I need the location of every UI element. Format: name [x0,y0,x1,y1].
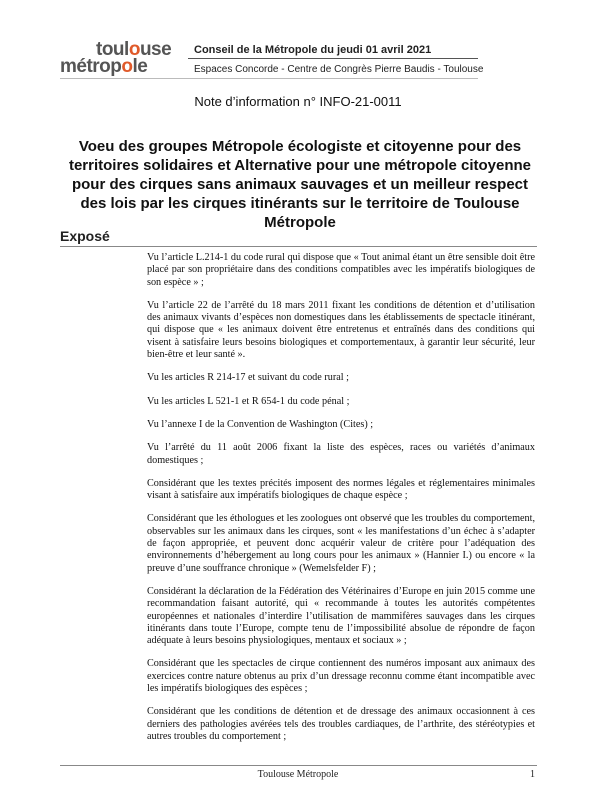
body-paragraph: Vu les articles L 521-1 et R 654-1 du code pénal ; [147,395,350,407]
body-paragraph: Vu l’arrêté du 11 août 2006 fixant la liste des espèces, races ou variétés d’animaux domestiques ; [147,442,535,466]
toulouse-metropole-logo [60,40,180,80]
section-heading: Exposé [60,228,110,244]
logo-line-2 [60,57,147,76]
footer-divider [60,765,537,766]
body-paragraph: Considérant la déclaration de la Fédération des Vétérinaires d’Europe en juin 2015 comme une recommandation faisant autorité, qui « recommande à toutes les autorités compétentes européennes et nationales d’interdire l’utilisation de mammifères sauvages dans les cirques itinérants dans toute l’Europe, compte tenu de l’impossibilité absolue de répondre de façon adéquate à leurs besoins physiologiques, mentaux et sociaux » ; [147,585,535,647]
body-paragraph: Vu l’article L.214-1 du code rural qui dispose que « Tout animal étant un être sensible doit être placé par son propriétaire dans des conditions compatibles avec les impératifs biologiques de son espèce » ; [147,252,535,288]
header-divider [188,58,478,59]
body-paragraph: Considérant que les spectacles de cirque contiennent des numéros imposant aux animaux des exercices contre nature obtenus au prix d’un dressage reconnu comme étant incompatible avec les impératifs biologiques des espèces ; [147,658,535,695]
body-paragraph: Considérant que les éthologues et les zoologues ont observé que les troubles du comportement, observables sur les animaux dans les cirques, sont « les manifestations d’un échec à s’adapter de façon appropriée, et peuvent donc acquérir valeur de critère pour l’adéquation des environnements d’hébergement au long cours pour les animaux » (Hannier I.) ou encore « la preuve d’une souffrance chronique » (Wemelsfelder F) ; [147,513,535,574]
logo-text-part: use [139,39,172,60]
logo-text-part: le [132,56,148,77]
note-reference: Note d’information n° INFO-21-0011 [194,94,402,109]
header-bottom-divider [60,78,478,79]
footer-text: Toulouse Métropole [257,769,339,780]
document-body [147,252,535,754]
body-paragraph: Vu l’annexe I de la Convention de Washington (Cites) ; [147,418,374,430]
body-paragraph: Considérant que les textes précités imposent des normes légales et réglementaires minimales visant à satisfaire aux impératifs biologiques de chaque espèce ; [147,477,535,502]
body-paragraph: Vu l’article 22 de l’arrêté du 18 mars 2011 fixant les conditions de détention et d’utilisation des animaux vivants d’espèces non domestiques dans les établissements de spectacle itinérant, qui dispose que « les animaux doivent être entretenus et entraînés dans des conditions qui visent à satisfaire leurs besoins biologiques et comportementaux, à garantir leur sécurité, leur bien-être et leur santé ». [147,299,535,361]
logo-accent-part: o [121,56,133,77]
logo-text-part: toul [96,39,129,60]
meeting-title: Conseil de la Métropole du jeudi 01 avril 2021 [194,44,432,56]
logo-text-part: métrop [60,56,122,77]
body-paragraph: Considérant que les conditions de détention et de dressage des animaux occasionnent à ces derniers des pathologies avérées tels des troubles cardiaques, de l’arthrite, des stéréotypies et autres troubles du comportement ; [147,706,535,742]
document-title: Voeu des groupes Métropole écologiste et citoyenne pour des territoires solidaires et Alternative pour une métropole citoyenne pour des cirques sans animaux sauvages et un meilleur respect des lois par les cirques itinérants sur le territoire de Toulouse Métropole [68,138,532,231]
body-paragraph: Vu les articles R 214-17 et suivant du code rural ; [147,372,349,384]
meeting-place: Espaces Concorde - Centre de Congrès Pierre Baudis - Toulouse [194,64,484,75]
logo-accent-part: o [128,39,140,60]
document-header [0,0,596,90]
page-number: 1 [530,769,535,780]
section-divider [60,246,537,247]
